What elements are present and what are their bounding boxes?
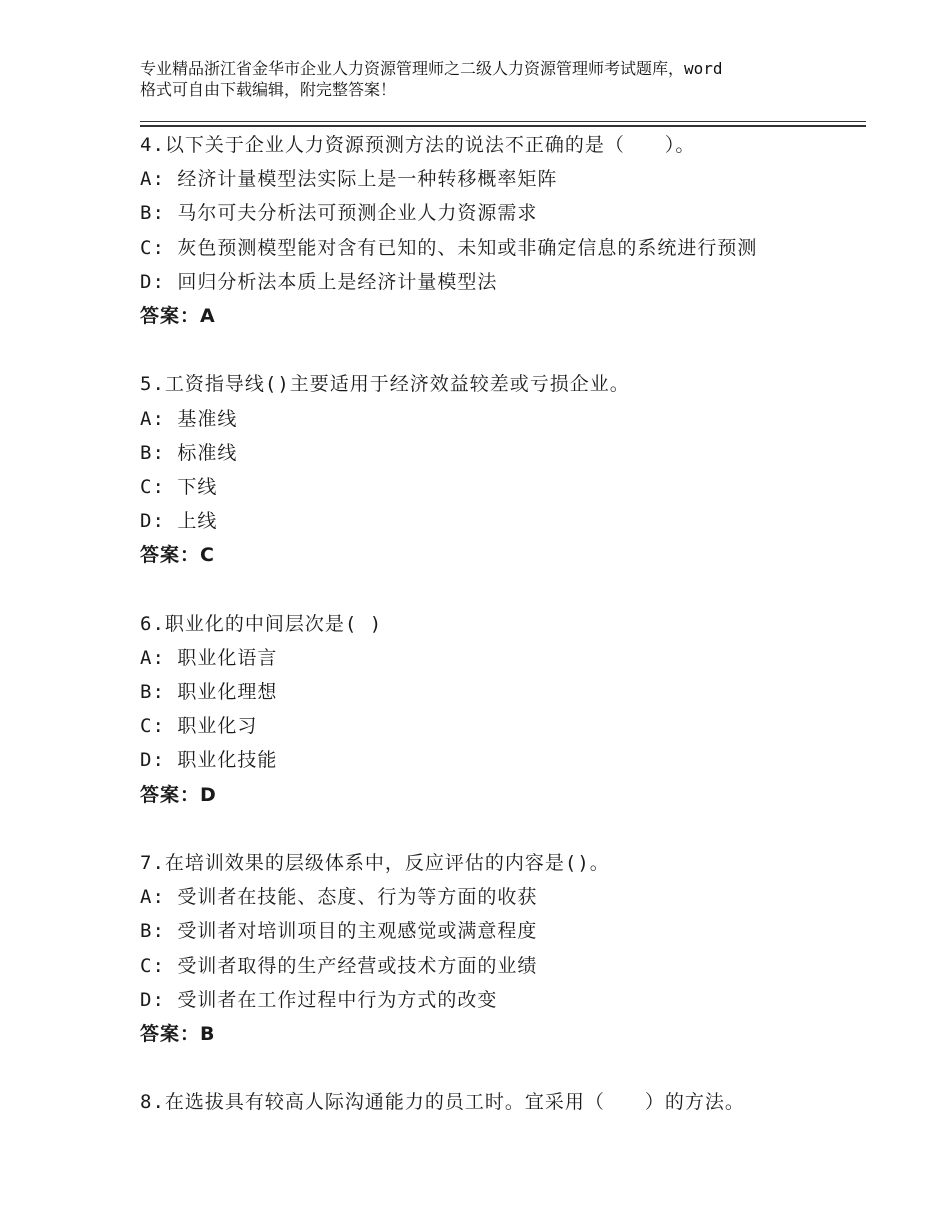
option-d: D: 职业化技能 [140,749,278,772]
option-d: D: 受训者在工作过程中行为方式的改变 [140,988,498,1011]
question-5 [140,367,860,572]
option-c: C: 职业化习 [140,715,258,738]
option-a: A: 基准线 [140,407,238,430]
answer-label: 答案：C [140,544,215,567]
option-b: B: 职业化理想 [140,681,278,703]
question-stem: 5.工资指导线()主要适用于经济效益较差或亏损企业。 [140,373,630,396]
header-title-line-1: 专业精品浙江省金华市企业人力资源管理师之二级人力资源管理师考试题库，word [140,59,723,78]
question-stem: 8.在选拔具有较高人际沟通能力的员工时。宜采用（ ）的方法。 [140,1091,745,1114]
question-7 [140,846,860,1051]
answer-label: 答案：D [140,783,217,806]
option-c: C: 受训者取得的生产经营或技术方面的业绩 [140,954,538,977]
document-header [140,58,840,100]
question-spacer [140,812,860,846]
option-b: B: 受训者对培训项目的主观感觉或满意程度 [140,920,538,943]
answer-label: 答案：B [140,1022,216,1045]
option-d: D: 回归分析法本质上是经济计量模型法 [140,270,498,293]
header-divider-thin [140,121,866,122]
option-b: B: 马尔可夫分析法可预测企业人力资源需求 [140,202,538,225]
option-b: B: 标准线 [140,441,238,464]
question-list [140,128,860,1119]
question-stem: 7.在培训效果的层级体系中，反应评估的内容是()。 [140,851,610,874]
question-spacer [140,1051,860,1085]
header-title-line-2: 格式可自由下载编辑，附完整答案！ [140,80,397,99]
question-spacer [140,572,860,606]
question-8 [140,1085,860,1119]
question-stem: 4.以下关于企业人力资源预测方法的说法不正确的是（ ）。 [140,134,696,156]
option-c: C: 下线 [140,475,218,498]
header-divider-thick [140,125,866,127]
option-a: A: 经济计量模型法实际上是一种转移概率矩阵 [140,168,558,191]
question-6 [140,607,860,812]
answer-label: 答案：A [140,304,216,327]
option-d: D: 上线 [140,510,218,533]
question-4 [140,128,860,333]
option-a: A: 职业化语言 [140,646,278,669]
option-a: A: 受训者在技能、态度、行为等方面的收获 [140,886,538,909]
question-stem: 6.职业化的中间层次是( ) [140,612,383,635]
option-c: C: 灰色预测模型能对含有已知的、未知或非确定信息的系统进行预测 [140,236,758,259]
question-spacer [140,333,860,367]
